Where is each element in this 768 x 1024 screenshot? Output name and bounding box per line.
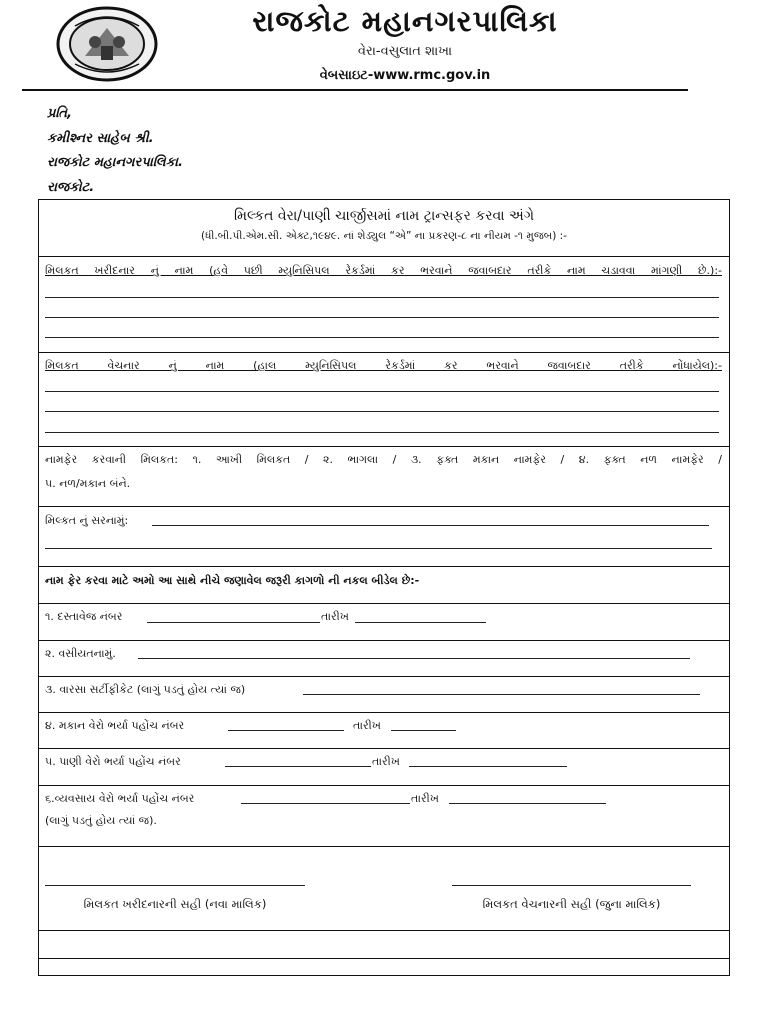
address-line: કમીશ્નર સાહેબ શ્રી.	[47, 131, 154, 146]
transfer-type-label-cont: ૫. નળ/મકાન બંને.	[45, 477, 131, 490]
form-subtitle: (ધી.બી.પી.એમ.સી. એક્ટ,૧૯૪૯. નાં શેડ્યુલ “એ” ના પ્રકરણ-૮ ના નીયમ -૧ મુજબ) :-	[201, 230, 567, 242]
will-field[interactable]	[138, 658, 690, 659]
document-number-label: ૧. દસ્તાવેજ નંબર	[45, 610, 123, 623]
property-address-field[interactable]	[152, 525, 709, 526]
will-label: ૨. વસીયતનામું.	[45, 647, 116, 660]
divider	[38, 640, 730, 641]
inheritance-certificate-field[interactable]	[303, 694, 700, 695]
inheritance-certificate-label: ૩. વારસા સર્ટીફીકેટ (લાગું પડતું હોય ત્યાં જ)	[45, 683, 246, 696]
property-address-label: મિલ્કત નું સરનામું:	[45, 514, 129, 527]
buyer-name-label: મિલકત ખરીદનાર નું નામ (હવે પછી મ્યુનિસિપલ રેકર્ડમાં કર ભરવાને જવાબદાર તરીકે નામ ચડાવવા માંગણી છે.):-	[45, 264, 722, 277]
divider	[38, 352, 730, 353]
website-text: વેબસાઇટ-www.rmc.gov.in	[319, 68, 491, 83]
professional-tax-date-label: તારીખ	[411, 792, 439, 805]
divider	[38, 676, 730, 677]
divider	[38, 506, 730, 507]
buyer-signature-line[interactable]	[45, 885, 305, 886]
transfer-type-label: નામફેર કરવાની મિલકત: ૧. આખી મિલકત / ૨. ભાગલા / ૩. ફક્ત મકાન નામફેર / ૪. ફક્ત નળ નામફેર /	[45, 453, 722, 466]
buyer-signature-label: મિલકત ખરીદનારની સહી (નવા માલિક)	[83, 897, 267, 911]
address-line: રાજકોટ.	[47, 180, 95, 195]
document-date-label: તારીખ	[321, 610, 349, 623]
professional-tax-receipt-field[interactable]	[241, 803, 410, 804]
form-title: મિલ્કત વેરા/પાણી ચાર્જીસમાં નામ ટ્રાન્સફર કરવા અંગે	[233, 208, 535, 224]
page-title: રાજકોટ મહાનગરપાલિકા	[252, 4, 558, 38]
address-line: પ્રતિ,	[47, 106, 72, 121]
documents-heading: નામ ફેર કરવા માટે અમો આ સાથે નીચે જણાવેલ જરૂરી કાગળો ની નકલ બીડેલ છે:-	[45, 574, 420, 587]
document-date-field[interactable]	[355, 622, 486, 623]
seller-name-field[interactable]	[45, 432, 719, 433]
buyer-name-field[interactable]	[45, 317, 719, 318]
buyer-name-field[interactable]	[45, 297, 719, 298]
water-tax-receipt-label: ૫. પાણી વેરો ભર્યા પહોંચ નંબર	[45, 755, 181, 768]
seller-name-label: મિલકત વેચનાર નું નામ (હાલ મ્યુનિસિપલ રેકર્ડમાં કર ભરવાને જવાબદાર તરીકે નોંધાયેલ):-	[45, 359, 722, 372]
divider	[38, 446, 730, 447]
divider	[38, 566, 730, 567]
divider	[38, 958, 730, 959]
professional-tax-receipt-label: ૬.વ્યવસાય વેરો ભર્યા પહોંચ નંબર	[45, 792, 195, 805]
buyer-name-field[interactable]	[45, 337, 719, 338]
address-line: રાજકોટ મહાનગરપાલિકા.	[47, 155, 183, 170]
divider	[38, 748, 730, 749]
seller-signature-line[interactable]	[452, 885, 691, 886]
water-tax-date-label: તારીખ	[372, 755, 400, 768]
divider	[38, 256, 730, 257]
divider	[38, 930, 730, 931]
municipal-corporation-seal-icon	[55, 6, 159, 82]
document-number-field[interactable]	[147, 622, 320, 623]
seller-signature-label: મિલકત વેચનારની સહી (જુના માલિક)	[482, 897, 661, 911]
seller-name-field[interactable]	[45, 411, 719, 412]
header-divider	[22, 89, 688, 91]
house-tax-receipt-label: ૪. મકાન વેરો ભર્યા પહોંચ નંબર	[45, 719, 185, 732]
professional-tax-date-field[interactable]	[449, 803, 606, 804]
property-address-field[interactable]	[45, 548, 712, 549]
water-tax-receipt-field[interactable]	[225, 766, 371, 767]
department-name: વેરા-વસુલાત શાખા	[357, 44, 453, 59]
divider	[38, 712, 730, 713]
house-tax-date-label: તારીખ	[353, 719, 381, 732]
water-tax-date-field[interactable]	[409, 766, 567, 767]
divider	[38, 785, 730, 786]
applicability-note: (લાગું પડતું હોય ત્યાં જ).	[45, 814, 157, 827]
divider	[38, 603, 730, 604]
house-tax-receipt-field[interactable]	[228, 730, 344, 731]
divider	[38, 846, 730, 847]
seller-name-field[interactable]	[45, 391, 719, 392]
house-tax-date-field[interactable]	[391, 730, 456, 731]
